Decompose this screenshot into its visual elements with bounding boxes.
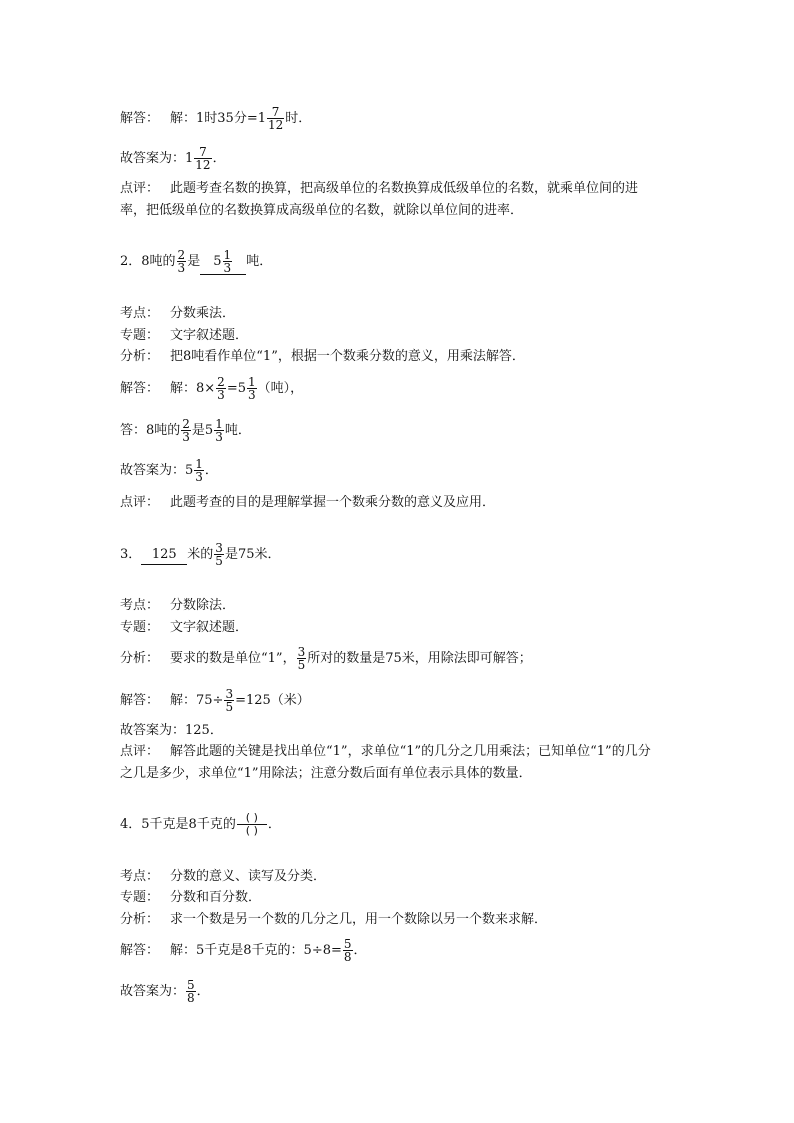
q4-fenxi: 分析： 求一个数是另一个数的几分之几，用一个数除以另一个数来求解． bbox=[120, 912, 548, 927]
q1-comment-line2 bbox=[120, 202, 523, 220]
comment-label: 点评： bbox=[120, 181, 160, 196]
final-answer-label: 故答案为：1 bbox=[120, 151, 194, 166]
q4-kaodian: 考点： 分数的意义、读写及分类． bbox=[120, 869, 327, 884]
q1-final-line: 故答案为：1 $\frac{7}{12}$ ． bbox=[120, 145, 226, 172]
q3-answer-line: 解答： 解：75÷ $\frac{3}{5}$ =125（米） bbox=[120, 687, 310, 714]
fraction: $\frac{1}{3}$ bbox=[223, 248, 232, 275]
answer-label: 解答： bbox=[120, 943, 160, 958]
fenxi-label: 分析： bbox=[120, 912, 160, 927]
q2-answer-line: 解答： 解：8× $\frac{2}{3}$ =5 $\frac{1}{3}$ （吨）， bbox=[120, 375, 304, 402]
q3-final-line: 故答案为：125． bbox=[120, 723, 223, 738]
fraction: $\frac{( )}{( )}$ bbox=[237, 812, 267, 837]
fraction: $\frac{5}{8}$ bbox=[187, 978, 195, 1005]
q3-zhuanti: 专题： 文字叙述题． bbox=[120, 620, 249, 635]
q2-fenxi: 分析： 把8吨看作单位“1”，根据一个数乘分数的意义，用乘法解答． bbox=[120, 349, 525, 364]
q3-stem: 3． 125 米的 $\frac{3}{5}$ 是75米． bbox=[120, 541, 281, 568]
q2-kaodian: 考点： 分数乘法． bbox=[120, 306, 236, 321]
zhuanti-label: 专题： bbox=[120, 328, 160, 343]
q2-final-line: 故答案为：5 $\frac{1}{3}$ ． bbox=[120, 457, 218, 484]
fraction: $\frac{3}{5}$ bbox=[297, 645, 306, 672]
answer-label: 解答： bbox=[120, 693, 160, 708]
comment-text: 此题考查名数的换算，把高级单位的名数换算成低级单位的名数，就乘单位间的进 bbox=[170, 181, 639, 196]
answer-text: 解：1时35分=1 bbox=[170, 111, 266, 126]
zhuanti-label: 专题： bbox=[120, 890, 160, 905]
answer-blank: 125 bbox=[141, 546, 187, 565]
q2-stem: 2．8吨的 $\frac{2}{3}$ 是 5 $\frac{1}{3}$ 吨． bbox=[120, 248, 273, 275]
kaodian-label: 考点： bbox=[120, 869, 160, 884]
fraction: $\frac{2}{3}$ bbox=[177, 248, 186, 275]
q1-comment-line1 bbox=[120, 180, 638, 198]
answer-label: 解答： bbox=[120, 111, 160, 126]
fenxi-label: 分析： bbox=[120, 349, 160, 364]
fraction: $\frac{7}{12}$ bbox=[195, 145, 211, 172]
kaodian-label: 考点： bbox=[120, 306, 160, 321]
final-answer-label: 故答案为： bbox=[120, 984, 186, 999]
fraction: $\frac{3}{5}$ bbox=[225, 687, 234, 714]
fraction: $\frac{5}{8}$ bbox=[343, 937, 352, 964]
q4-final-line: 故答案为： $\frac{5}{8}$ ． bbox=[120, 978, 210, 1005]
fenxi-label: 分析： bbox=[120, 651, 160, 666]
fraction: $\frac{1}{3}$ bbox=[247, 375, 256, 402]
q4-zhuanti: 专题： 分数和百分数． bbox=[120, 890, 262, 905]
fraction: $\frac{2}{3}$ bbox=[182, 417, 190, 444]
comment-label: 点评： bbox=[120, 744, 160, 759]
zhuanti-label: 专题： bbox=[120, 620, 160, 635]
fraction: $\frac{3}{5}$ bbox=[215, 541, 223, 568]
q3-comment-line1: 点评： 解答此题的关键是找出单位“1”，求单位“1”的几分之几用乘法；已知单位“1”的几分 bbox=[120, 744, 651, 759]
final-answer-label: 故答案为：5 bbox=[120, 463, 194, 478]
comment-label: 点评： bbox=[120, 495, 160, 510]
q2-da-line: 答：8吨的 $\frac{2}{3}$ 是5 $\frac{1}{3}$ 吨． bbox=[120, 417, 251, 444]
q3-kaodian: 考点： 分数除法． bbox=[120, 598, 236, 613]
q1-answer-line: 解答： 解：1时35分=1 $\frac{7}{12}$ 时． bbox=[120, 105, 312, 132]
comment-text: 率，把低级单位的名数换算成高级单位的名数，就除以单位间的进率． bbox=[120, 203, 524, 218]
kaodian-label: 考点： bbox=[120, 598, 160, 613]
answer-blank: 5 $\frac{1}{3}$ bbox=[200, 249, 246, 275]
answer-label: 解答： bbox=[120, 381, 160, 396]
fraction: $\frac{1}{3}$ bbox=[215, 417, 223, 444]
q2-zhuanti: 专题： 文字叙述题． bbox=[120, 328, 249, 343]
q4-stem: 4．5千克是8千克的 $\frac{( )}{( )}$ ． bbox=[120, 811, 281, 837]
q4-answer-line: 解答： 解：5千克是8千克的：5÷8= $\frac{5}{8}$ ． bbox=[120, 937, 367, 964]
fraction: $\frac{7}{12}$ bbox=[267, 105, 284, 132]
q3-fenxi: 分析： 要求的数是单位“1”， $\frac{3}{5}$ 所对的数量是75米，用除法即可解答； bbox=[120, 645, 532, 672]
q3-comment-line2: 之几是多少，求单位“1”用除法；注意分数后面有单位表示具体的数量． bbox=[120, 766, 532, 781]
q2-comment: 点评： 此题考查的目的是理解掌握一个数乘分数的意义及应用． bbox=[120, 495, 496, 510]
fraction: $\frac{1}{3}$ bbox=[195, 457, 203, 484]
fraction: $\frac{2}{3}$ bbox=[217, 375, 225, 402]
